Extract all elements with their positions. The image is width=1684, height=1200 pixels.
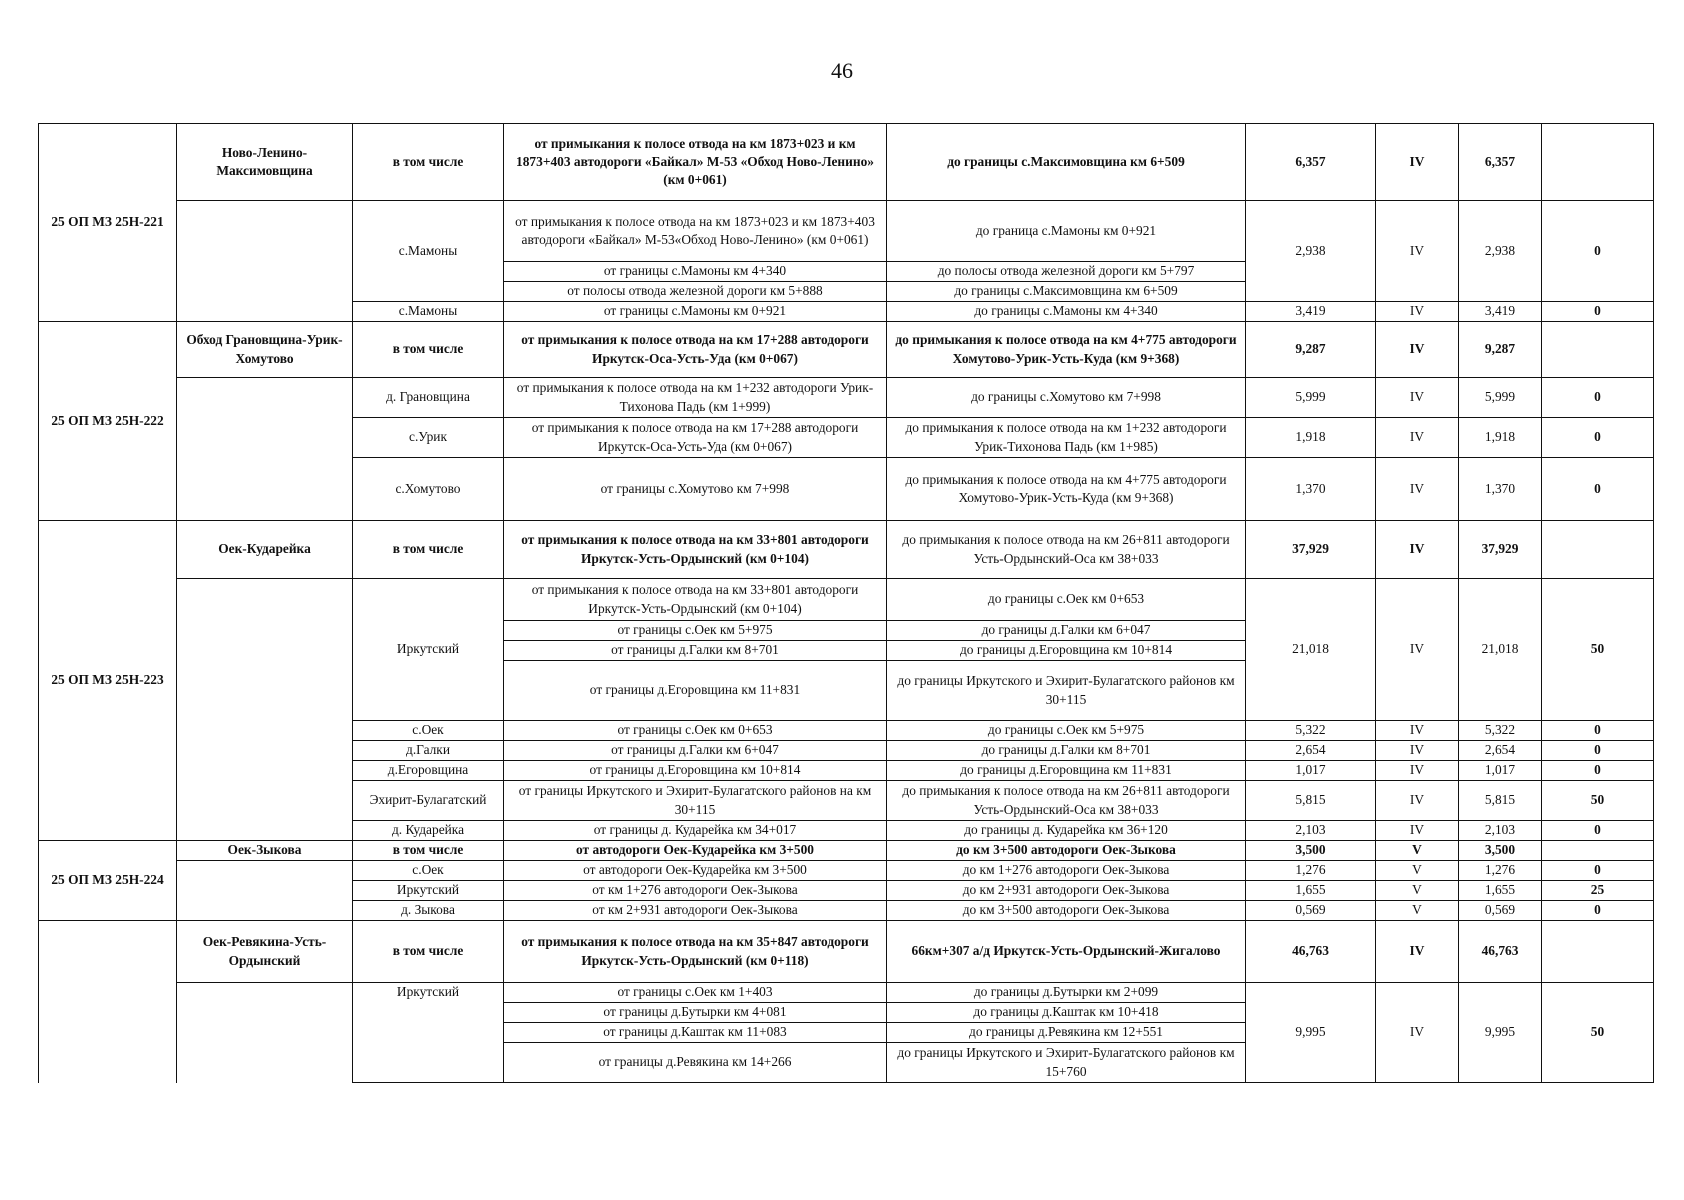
to-cell: до границы д. Кударейка км 36+120 bbox=[887, 821, 1246, 841]
extra-cell: 50 bbox=[1542, 781, 1654, 821]
to-cell: до границы с.Мамоны км 4+340 bbox=[887, 302, 1246, 322]
extra-cell: 0 bbox=[1542, 901, 1654, 921]
extra-cell: 0 bbox=[1542, 721, 1654, 741]
length2-cell: 2,938 bbox=[1459, 201, 1542, 302]
extra-cell: 0 bbox=[1542, 821, 1654, 841]
to-cell: до границы Иркутского и Эхирит-Булагатского районов км 30+115 bbox=[887, 661, 1246, 721]
to-cell: до границы с.Хомутово км 7+998 bbox=[887, 378, 1246, 418]
from-cell: от полосы отвода железной дороги км 5+888 bbox=[504, 282, 887, 302]
category-cell: IV bbox=[1376, 781, 1459, 821]
locality-cell: Иркутский bbox=[353, 881, 504, 901]
table-row-total bbox=[39, 841, 1654, 861]
to-cell: до примыкания к полосе отвода на км 4+775 автодороги Хомутово-Урик-Усть-Куда (км 9+368) bbox=[887, 458, 1246, 521]
locality-cell: в том числе bbox=[353, 322, 504, 378]
table-row bbox=[39, 201, 1654, 262]
from-cell: от границы д.Ревякина км 14+266 bbox=[504, 1043, 887, 1083]
category-cell: IV bbox=[1376, 124, 1459, 201]
locality-cell: с.Хомутово bbox=[353, 458, 504, 521]
road-name: Обход Грановщина-Урик-Хомутово bbox=[177, 322, 353, 378]
category-cell: IV bbox=[1376, 761, 1459, 781]
extra-cell: 0 bbox=[1542, 201, 1654, 302]
category-cell: IV bbox=[1376, 983, 1459, 1083]
to-cell: до границы д.Егоровщина км 11+831 bbox=[887, 761, 1246, 781]
from-cell: от км 2+931 автодороги Оек-Зыкова bbox=[504, 901, 887, 921]
to-cell: до примыкания к полосе отвода на км 1+232 автодороги Урик-Тихонова Падь (км 1+985) bbox=[887, 418, 1246, 458]
to-cell: до границы Иркутского и Эхирит-Булагатского районов км 15+760 bbox=[887, 1043, 1246, 1083]
length2-cell: 3,419 bbox=[1459, 302, 1542, 322]
length-cell: 5,322 bbox=[1246, 721, 1376, 741]
road-name-continued bbox=[177, 861, 353, 921]
from-cell: от примыкания к полосе отвода на км 35+847 автодороги Иркутск-Усть-Ордынский (км 0+118) bbox=[504, 921, 887, 983]
from-cell: от автодороги Оек-Кударейка км 3+500 bbox=[504, 861, 887, 881]
table-row-total bbox=[39, 521, 1654, 579]
from-cell: от примыкания к полосе отвода на км 1873+023 и км 1873+403 автодороги «Байкал» М-53 «Обход Ново-Ленино» (км 0+061) bbox=[504, 124, 887, 201]
category-cell: IV bbox=[1376, 322, 1459, 378]
length-cell: 1,655 bbox=[1246, 881, 1376, 901]
road-name: Оек-Кударейка bbox=[177, 521, 353, 579]
locality-cell: Иркутский bbox=[353, 579, 504, 721]
road-code bbox=[39, 921, 177, 1083]
length-cell: 1,276 bbox=[1246, 861, 1376, 881]
length2-cell: 5,999 bbox=[1459, 378, 1542, 418]
length2-cell: 1,276 bbox=[1459, 861, 1542, 881]
extra-cell bbox=[1542, 921, 1654, 983]
table-row bbox=[39, 983, 1654, 1003]
extra-cell: 0 bbox=[1542, 741, 1654, 761]
to-cell: до км 3+500 автодороги Оек-Зыкова bbox=[887, 901, 1246, 921]
to-cell: до границы с.Оек км 0+653 bbox=[887, 579, 1246, 621]
from-cell: от границы Иркутского и Эхирит-Булагатского районов на км 30+115 bbox=[504, 781, 887, 821]
to-cell: до границы с.Оек км 5+975 bbox=[887, 721, 1246, 741]
extra-cell: 0 bbox=[1542, 418, 1654, 458]
to-cell: до примыкания к полосе отвода на км 26+811 автодороги Усть-Ордынский-Оса км 38+033 bbox=[887, 781, 1246, 821]
length2-cell: 9,995 bbox=[1459, 983, 1542, 1083]
road-name: Оек-Ревякина-Усть-Ордынский bbox=[177, 921, 353, 983]
length-cell: 3,500 bbox=[1246, 841, 1376, 861]
road-name-continued bbox=[177, 378, 353, 521]
road-name-continued bbox=[177, 983, 353, 1083]
locality-cell: с.Оек bbox=[353, 861, 504, 881]
length-cell: 3,419 bbox=[1246, 302, 1376, 322]
length2-cell: 46,763 bbox=[1459, 921, 1542, 983]
road-code: 25 ОП МЗ 25Н-222 bbox=[39, 322, 177, 521]
length-cell: 1,918 bbox=[1246, 418, 1376, 458]
extra-cell bbox=[1542, 521, 1654, 579]
locality-cell: в том числе bbox=[353, 124, 504, 201]
length2-cell: 6,357 bbox=[1459, 124, 1542, 201]
category-cell: V bbox=[1376, 901, 1459, 921]
length-cell: 9,995 bbox=[1246, 983, 1376, 1083]
length2-cell: 3,500 bbox=[1459, 841, 1542, 861]
from-cell: от границы д.Галки км 6+047 bbox=[504, 741, 887, 761]
from-cell: от границы с.Мамоны км 4+340 bbox=[504, 262, 887, 282]
from-cell: от примыкания к полосе отвода на км 33+801 автодороги Иркутск-Усть-Ордынский (км 0+104) bbox=[504, 521, 887, 579]
category-cell: IV bbox=[1376, 579, 1459, 721]
to-cell: до граница с.Мамоны км 0+921 bbox=[887, 201, 1246, 262]
from-cell: от км 1+276 автодороги Оек-Зыкова bbox=[504, 881, 887, 901]
to-cell: до примыкания к полосе отвода на км 26+811 автодороги Усть-Ордынский-Оса км 38+033 bbox=[887, 521, 1246, 579]
to-cell: до км 1+276 автодороги Оек-Зыкова bbox=[887, 861, 1246, 881]
to-cell: до границы д.Бутырки км 2+099 bbox=[887, 983, 1246, 1003]
length-cell: 2,938 bbox=[1246, 201, 1376, 302]
from-cell: от границы д.Бутырки км 4+081 bbox=[504, 1003, 887, 1023]
locality-cell: в том числе bbox=[353, 841, 504, 861]
locality-cell: д. Зыкова bbox=[353, 901, 504, 921]
table-row-total bbox=[39, 921, 1654, 983]
extra-cell: 0 bbox=[1542, 302, 1654, 322]
length-cell: 2,103 bbox=[1246, 821, 1376, 841]
locality-cell: д.Егоровщина bbox=[353, 761, 504, 781]
length2-cell: 37,929 bbox=[1459, 521, 1542, 579]
table-row-total bbox=[39, 322, 1654, 378]
road-code: 25 ОП МЗ 25Н-221 bbox=[39, 124, 177, 322]
from-cell: от границы с.Оек км 0+653 bbox=[504, 721, 887, 741]
category-cell: IV bbox=[1376, 201, 1459, 302]
from-cell: от границы д.Каштак км 11+083 bbox=[504, 1023, 887, 1043]
category-cell: IV bbox=[1376, 821, 1459, 841]
category-cell: V bbox=[1376, 881, 1459, 901]
from-cell: от границы с.Оек км 5+975 bbox=[504, 621, 887, 641]
from-cell: от границы с.Мамоны км 0+921 bbox=[504, 302, 887, 322]
length-cell: 1,017 bbox=[1246, 761, 1376, 781]
from-cell: от границы д.Галки км 8+701 bbox=[504, 641, 887, 661]
from-cell: от примыкания к полосе отвода на км 1+232 автодороги Урик-Тихонова Падь (км 1+999) bbox=[504, 378, 887, 418]
road-code: 25 ОП МЗ 25Н-224 bbox=[39, 841, 177, 921]
length2-cell: 5,322 bbox=[1459, 721, 1542, 741]
from-cell: от примыкания к полосе отвода на км 17+288 автодороги Иркутск-Оса-Усть-Уда (км 0+067) bbox=[504, 322, 887, 378]
length-cell: 2,654 bbox=[1246, 741, 1376, 761]
road-name-continued bbox=[177, 579, 353, 841]
extra-cell: 0 bbox=[1542, 761, 1654, 781]
category-cell: IV bbox=[1376, 921, 1459, 983]
to-cell: до границы с.Максимовщина км 6+509 bbox=[887, 282, 1246, 302]
length-cell: 1,370 bbox=[1246, 458, 1376, 521]
from-cell: от границы с.Хомутово км 7+998 bbox=[504, 458, 887, 521]
road-name-continued bbox=[177, 201, 353, 322]
to-cell: до км 2+931 автодороги Оек-Зыкова bbox=[887, 881, 1246, 901]
extra-cell bbox=[1542, 322, 1654, 378]
category-cell: IV bbox=[1376, 418, 1459, 458]
to-cell: до границы д.Ревякина км 12+551 bbox=[887, 1023, 1246, 1043]
from-cell: от примыкания к полосе отвода на км 17+288 автодороги Иркутск-Оса-Усть-Уда (км 0+067) bbox=[504, 418, 887, 458]
length-cell: 5,999 bbox=[1246, 378, 1376, 418]
from-cell: от границы с.Оек км 1+403 bbox=[504, 983, 887, 1003]
to-cell: до границы с.Максимовщина км 6+509 bbox=[887, 124, 1246, 201]
category-cell: V bbox=[1376, 841, 1459, 861]
extra-cell: 0 bbox=[1542, 378, 1654, 418]
to-cell: до границы д.Егоровщина км 10+814 bbox=[887, 641, 1246, 661]
length2-cell: 1,017 bbox=[1459, 761, 1542, 781]
to-cell: до границы д.Каштак км 10+418 bbox=[887, 1003, 1246, 1023]
road-name: Оек-Зыкова bbox=[177, 841, 353, 861]
to-cell: до полосы отвода железной дороги км 5+797 bbox=[887, 262, 1246, 282]
length2-cell: 1,370 bbox=[1459, 458, 1542, 521]
length-cell: 21,018 bbox=[1246, 579, 1376, 721]
extra-cell: 50 bbox=[1542, 579, 1654, 721]
from-cell: от примыкания к полосе отвода на км 1873+023 и км 1873+403 автодороги «Байкал» М-53«Обход Ново-Ленино» (км 0+061) bbox=[504, 201, 887, 262]
length2-cell: 2,103 bbox=[1459, 821, 1542, 841]
locality-cell: с.Мамоны bbox=[353, 201, 504, 302]
locality-cell: Иркутский bbox=[353, 983, 504, 1083]
locality-cell: с.Мамоны bbox=[353, 302, 504, 322]
from-cell: от примыкания к полосе отвода на км 33+801 автодороги Иркутск-Усть-Ордынский (км 0+104) bbox=[504, 579, 887, 621]
to-cell: 66км+307 а/д Иркутск-Усть-Ордынский-Жигалово bbox=[887, 921, 1246, 983]
locality-cell: с.Оек bbox=[353, 721, 504, 741]
category-cell: IV bbox=[1376, 521, 1459, 579]
category-cell: IV bbox=[1376, 741, 1459, 761]
from-cell: от границы д.Егоровщина км 10+814 bbox=[504, 761, 887, 781]
locality-cell: Эхирит-Булагатский bbox=[353, 781, 504, 821]
locality-cell: д. Грановщина bbox=[353, 378, 504, 418]
extra-cell bbox=[1542, 124, 1654, 201]
extra-cell: 0 bbox=[1542, 458, 1654, 521]
locality-cell: д.Галки bbox=[353, 741, 504, 761]
roads-table bbox=[38, 123, 1654, 1083]
locality-cell: в том числе bbox=[353, 921, 504, 983]
to-cell: до границы д.Галки км 6+047 bbox=[887, 621, 1246, 641]
from-cell: от границы д. Кударейка км 34+017 bbox=[504, 821, 887, 841]
length-cell: 6,357 bbox=[1246, 124, 1376, 201]
category-cell: IV bbox=[1376, 302, 1459, 322]
extra-cell: 0 bbox=[1542, 861, 1654, 881]
to-cell: до примыкания к полосе отвода на км 4+775 автодороги Хомутово-Урик-Усть-Куда (км 9+368) bbox=[887, 322, 1246, 378]
extra-cell: 25 bbox=[1542, 881, 1654, 901]
from-cell: от автодороги Оек-Кударейка км 3+500 bbox=[504, 841, 887, 861]
road-code: 25 ОП МЗ 25Н-223 bbox=[39, 521, 177, 841]
length-cell: 37,929 bbox=[1246, 521, 1376, 579]
length-cell: 5,815 bbox=[1246, 781, 1376, 821]
locality-cell: в том числе bbox=[353, 521, 504, 579]
to-cell: до границы д.Галки км 8+701 bbox=[887, 741, 1246, 761]
category-cell: IV bbox=[1376, 458, 1459, 521]
length-cell: 46,763 bbox=[1246, 921, 1376, 983]
category-cell: IV bbox=[1376, 378, 1459, 418]
length2-cell: 2,654 bbox=[1459, 741, 1542, 761]
locality-cell: д. Кударейка bbox=[353, 821, 504, 841]
length2-cell: 9,287 bbox=[1459, 322, 1542, 378]
table-row bbox=[39, 378, 1654, 418]
extra-cell bbox=[1542, 841, 1654, 861]
table-row-total bbox=[39, 124, 1654, 201]
length2-cell: 1,655 bbox=[1459, 881, 1542, 901]
table-row bbox=[39, 579, 1654, 621]
length2-cell: 0,569 bbox=[1459, 901, 1542, 921]
to-cell: до км 3+500 автодороги Оек-Зыкова bbox=[887, 841, 1246, 861]
length2-cell: 5,815 bbox=[1459, 781, 1542, 821]
length2-cell: 1,918 bbox=[1459, 418, 1542, 458]
length-cell: 9,287 bbox=[1246, 322, 1376, 378]
length2-cell: 21,018 bbox=[1459, 579, 1542, 721]
table-row bbox=[39, 861, 1654, 881]
page-number: 46 bbox=[831, 58, 853, 83]
from-cell: от границы д.Егоровщина км 11+831 bbox=[504, 661, 887, 721]
length-cell: 0,569 bbox=[1246, 901, 1376, 921]
category-cell: V bbox=[1376, 861, 1459, 881]
road-name: Ново-Ленино-Максимовщина bbox=[177, 124, 353, 201]
extra-cell: 50 bbox=[1542, 983, 1654, 1083]
category-cell: IV bbox=[1376, 721, 1459, 741]
locality-cell: с.Урик bbox=[353, 418, 504, 458]
